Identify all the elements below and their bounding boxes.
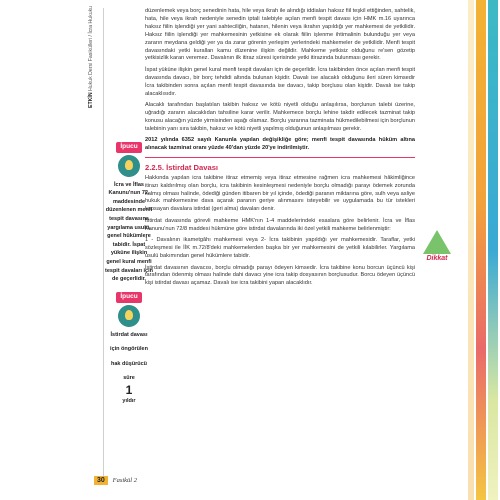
tip-number: 1 xyxy=(125,382,133,397)
page-footer xyxy=(94,476,137,485)
lightbulb-icon xyxy=(118,155,140,177)
tip-line: yıldır xyxy=(122,397,136,404)
paragraph: Hakkında yapılan icra takibine itiraz etmemiş veya itiraz etmesine rağmen icra mahkemesi hâkimliğince itirazı kaldırılmış olan borçlu, icra takibinin kesinleşmesi nedeniyle borçlu olmadığı parayı ödemek zorunda kalmış olması halinde, ödediği günden itibaren bir yıl içinde, ödediği paranın miktarına göre, sulh veya asliye hukuk mahkemesine dava açarak paranın geriye alınmasını isteyebilir ve uygulamada bu tür istekleri kapsayan davalara istirdat (geri alma) davaları denir. xyxy=(145,174,415,213)
brand-name: ETKİN xyxy=(88,92,94,109)
fascicle-label: Fasikül 2 xyxy=(112,477,137,484)
paragraph: 1 - Davalının ikametgâhı mahkemesi veya 2- İcra takibinin yapıldığı yer mahkemesidir. Taraflar, yetki sözleşmesi ile İİK m.72/8'deki mahkemelerden başka bir yer mahkemesini de yetkili kılabilirler. Yargılama usulü bakımından genel hükümlere tabidir. xyxy=(145,237,415,260)
tip-line: için öngörülen xyxy=(110,346,148,353)
decorative-ribbon-pale xyxy=(468,0,474,500)
lightbulb-icon xyxy=(118,305,140,327)
paragraph: İspat yüküne ilişkin genel kural menfi tespit davaları için de geçerlidir. İcra takibinden önce açılan menfi tespit davasında davacı, bir borç tehdidi altında bulunan kişidir. Davalı ise alacaklı olduğunu ileri süren kimsedir İcra takibinden sonra açılan menfi tespit davasında ise davacı, takip borçlusu olan kişidir. Davalı ise takip alacaklısıdır. xyxy=(145,66,415,97)
warning-badge xyxy=(420,230,459,262)
tip-label: İpucu xyxy=(116,142,141,153)
page-number: 30 xyxy=(94,476,108,485)
section-divider xyxy=(145,157,415,158)
paragraph: İstirdat davasında görevli mahkeme HMK'nın 1-4 maddelerindeki esaslara göre belirlenir. İcra ve İflas Kanunu'nun 72/8 maddesi hükmüne göre istirdat davalarında iki özel yetkili mahkeme belirlenmiştir: xyxy=(145,217,415,232)
section-title: 2.2.5. İstirdat Davası xyxy=(145,162,219,172)
running-header xyxy=(88,0,104,190)
decorative-ribbon-teal xyxy=(488,0,498,500)
paragraph: düzenlemek veya borç senedinin hata, hile veya ikrah ile alındığı iddiaları haksız fiil teşkil ettiğinden, sahtelik, hata, hile veya ikrah nedeniyle senedin iptali talebiyle açılan menfi tespit davası için HMK m.16 uyarınca haksız fiilin işlendiği yer yani sahteciliğin, hatanın, hilenin veya ikrahın yapıldığı yer mahkemesi de yetkilidir. Haksız fiilin işlendiği yer mahkemesinin yetkisine ek olarak fiilin işlenme ihtimalinin bulunduğu yer veya zararın meydana geldiği yer ya da zarar görenin yerleşim yerlerindeki mahkemeler de yetkilidir. Menfi tespit davasındaki yetki kuralları kamu düzenine ilişkin değildir. Mahkeme yetkisiz olduğunu re'sen gözetip yetkisizlik kararı veremez. Davalının ilk itiraz süresi içerisinde yetki itirazında bulunması gerekir. xyxy=(145,8,415,62)
tip-text: İcra ve İflas Kanunu'nun 72. maddesinde düzenlenen menfi tespit davasına yargılama usulü, genel hükümlere tabidir. İspat yüküne ilişkin genel kural menfi tespit davaları için de geçerlidir. xyxy=(105,181,153,283)
warning-label: Dikkat xyxy=(426,255,448,262)
paragraph: İstirdat davasının davacısı, borçlu olmadığı parayı ödeyen kimsedir. İcra takibine konu borcun üçüncü kişi tarafından ödenmiş olması halinde dahi davacı yine icra takip dosyasının borçlusudur. Borcu ödeyen üçüncü kişi istirdat davası açamaz. Davalı ise icra takibini yapan alacaklıdır. xyxy=(145,264,415,287)
decorative-ribbon-orange xyxy=(476,0,486,500)
bold-note: 2012 yılında 6352 sayılı Kanunla yapılan değişikliğe göre; menfi tespit davasında hüküm altına alınacak tazminat oranı yüzde 40'dan yüzde 20'ye indirilmiştir. xyxy=(145,137,415,152)
tip-line: İstirdat davası xyxy=(110,331,148,338)
tip-box-2 xyxy=(104,292,154,406)
tip-label: İpucu xyxy=(116,292,141,303)
tip-line: süre xyxy=(123,375,135,382)
warning-icon: ! xyxy=(423,230,451,254)
running-header-title: Hukuk Dersi Fasikülleri / İcra Hukuku xyxy=(88,6,94,92)
tip-line: hak düşürücü xyxy=(110,360,148,367)
main-text-column xyxy=(145,8,415,292)
paragraph: Alacaklı tarafından başlatılan takibin haksız ve kötü niyetli olduğu anlaşılırsa, borçlunun talebi üzerine, uğradığı zararın alacaklıdan tahsiline karar verilir. Mahkemece borçlu lehine takdir edilecek tazminat takip konusu alacağın yüzde yirmisinden aşağı olamaz. Borçlu yararına tazminata hükmedilebilmesi için borçlunun talebinin yanı sıra takibin, haksız ve kötü niyetli yapılmış olduğunun anlaşılması gerekir. xyxy=(145,102,415,132)
